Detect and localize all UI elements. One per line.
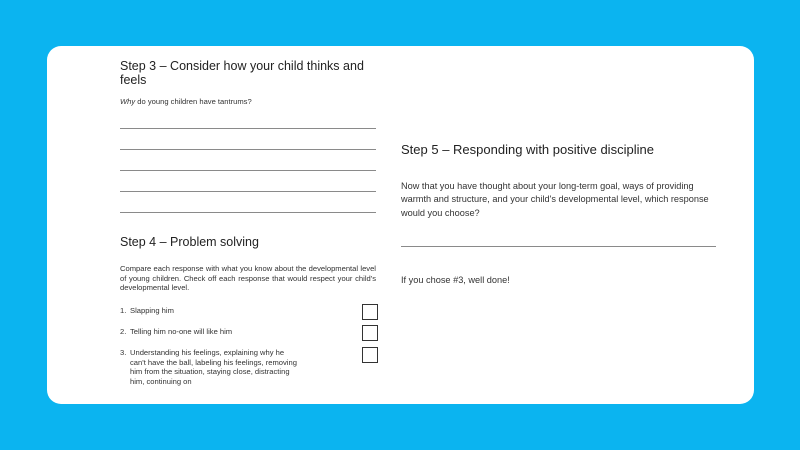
option-2-number: 2. [120,327,127,336]
option-2-text: Telling him no-one will like him [130,327,233,336]
answer-line-5[interactable] [120,212,376,213]
option-3-number: 3. [120,348,127,357]
question-text: do young children have tantrums? [135,97,252,106]
answer-line-1[interactable] [120,128,376,129]
step5-footer: If you chose #3, well done! [401,275,510,286]
option-3-checkbox[interactable] [362,347,378,363]
option-1-number: 1. [120,306,127,315]
answer-line-3[interactable] [120,170,376,171]
step5-question: Now that you have thought about your long-term goal, ways of providing warmth and structure, and your child's developmental level, which response would you choose? [401,181,709,218]
step4-heading: Step 4 – Problem solving [120,235,259,249]
answer-line-2[interactable] [120,149,376,150]
step5-answer-line[interactable] [401,246,716,247]
option-2-checkbox[interactable] [362,325,378,341]
option-1-checkbox[interactable] [362,304,378,320]
step3-heading: Step 3 – Consider how your child thinks and feels [120,59,364,87]
left-column [120,59,376,386]
option-1-text: Slapping him [130,306,174,315]
step3-question [120,97,376,106]
step5-heading: Step 5 – Responding with positive discipline [401,142,654,157]
worksheet-card [47,46,754,404]
step4-instructions: Compare each response with what you know about the developmental level of young children. Check off each response that would respect your child's developmental level. [120,264,376,292]
answer-line-4[interactable] [120,191,376,192]
question-emphasis: Why [120,97,136,106]
right-column [401,142,719,285]
option-3-text: Understanding his feelings, explaining why he can't have the ball, labeling his feelings, removing him from the situation, staying close, distracting him, continuing on [130,348,297,386]
